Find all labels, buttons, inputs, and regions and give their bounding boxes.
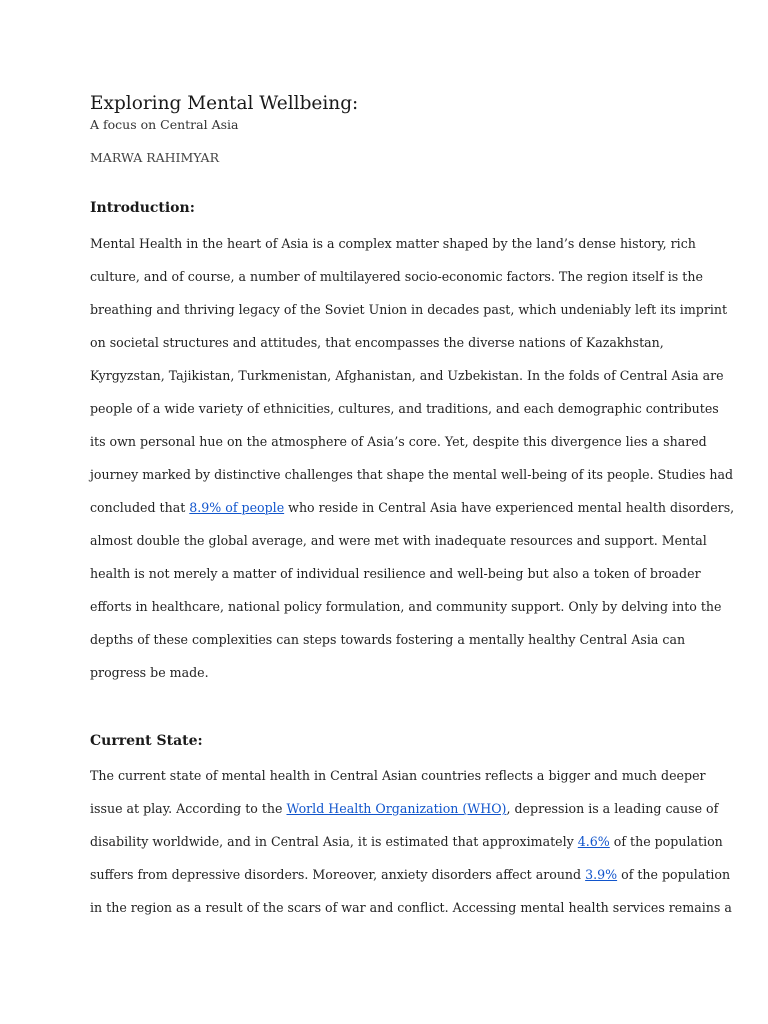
paragraph-line (90, 491, 735, 524)
paragraph-line (90, 392, 719, 425)
paragraph-text: depths of these complexities can steps towards fostering a mentally healthy Central Asia can (90, 632, 686, 647)
paragraph-text: its own personal hue on the atmosphere of Asia’s core. Yet, despite this divergence lies a shared (90, 434, 707, 449)
section-heading-current-state: Current State: (90, 733, 203, 749)
paragraph-text: health is not merely a matter of individual resilience and well-being but also a token of broader (90, 566, 701, 581)
paragraph-text: people of a wide variety of ethnicities, cultures, and traditions, and each demographic contributes (90, 401, 719, 416)
hyperlink[interactable]: World Health Organization (WHO) (286, 801, 507, 816)
paragraph-line (90, 524, 707, 557)
paragraph-line (90, 623, 686, 656)
paragraph-line (90, 359, 724, 392)
paragraph-line (90, 590, 722, 623)
introduction-paragraph (90, 227, 735, 689)
paragraph-line (90, 891, 732, 924)
author-name: MARWA RAHIMYAR (90, 150, 219, 165)
paragraph-line (90, 425, 707, 458)
paragraph-line (90, 227, 696, 260)
paragraph-text: Mental Health in the heart of Asia is a complex matter shaped by the land’s dense history, rich (90, 236, 696, 251)
document-title: Exploring Mental Wellbeing: (90, 93, 359, 114)
paragraph-line (90, 458, 734, 491)
paragraph-line (90, 792, 719, 825)
paragraph-text: of the population (617, 867, 731, 882)
hyperlink[interactable]: 4.6% (577, 834, 610, 849)
section-heading-introduction: Introduction: (90, 200, 195, 216)
paragraph-line (90, 557, 701, 590)
paragraph-text: concluded that (90, 500, 190, 515)
paragraph-text: , depression is a leading cause of (506, 801, 719, 816)
paragraph-text: The current state of mental health in Central Asian countries reflects a bigger and much deeper (90, 768, 706, 783)
paragraph-text: of the population (609, 834, 723, 849)
paragraph-line (90, 759, 706, 792)
paragraph-line (90, 326, 682, 359)
hyperlink[interactable]: 8.9% of people (189, 500, 285, 515)
paragraph-text: who reside in Central Asia have experienced mental health disorders, (284, 500, 735, 515)
paragraph-text: culture, and of course, a number of multilayered socio-economic factors. The region itself is the (90, 269, 703, 284)
paragraph-line (90, 656, 682, 689)
paragraph-text: suffers from depressive disorders. Moreover, anxiety disorders affect around (90, 867, 586, 882)
paragraph-text: efforts in healthcare, national policy formulation, and community support. Only by delving into the (90, 599, 722, 614)
paragraph-text: almost double the global average, and were met with inadequate resources and support. Mental (90, 533, 707, 548)
hyperlink[interactable]: 3.9% (585, 867, 618, 882)
paragraph-text: disability worldwide, and in Central Asia, it is estimated that approximately (90, 834, 578, 849)
paragraph-line (90, 858, 731, 891)
paragraph-text: progress be made. (90, 665, 209, 680)
paragraph-text: journey marked by distinctive challenges that shape the mental well-being of its people. Studies had (90, 467, 734, 482)
paragraph-text: in the region as a result of the scars of war and conflict. Accessing mental health services remains a (90, 900, 732, 915)
paragraph-text: Kyrgyzstan, Tajikistan, Turkmenistan, Afghanistan, and Uzbekistan. In the folds of Central Asia are (90, 368, 724, 383)
paragraph-text: breathing and thriving legacy of the Soviet Union in decades past, which undeniably left its imprint (90, 302, 728, 317)
paragraph-line (90, 260, 703, 293)
paragraph-line (90, 293, 728, 326)
paragraph-line (90, 825, 723, 858)
current-state-paragraph (90, 759, 732, 924)
paragraph-text: on societal structures and attitudes, that encompasses the diverse nations of Kazakhstan, (90, 335, 664, 350)
document-subtitle: A focus on Central Asia (90, 117, 239, 132)
paragraph-text: issue at play. According to the (90, 801, 287, 816)
